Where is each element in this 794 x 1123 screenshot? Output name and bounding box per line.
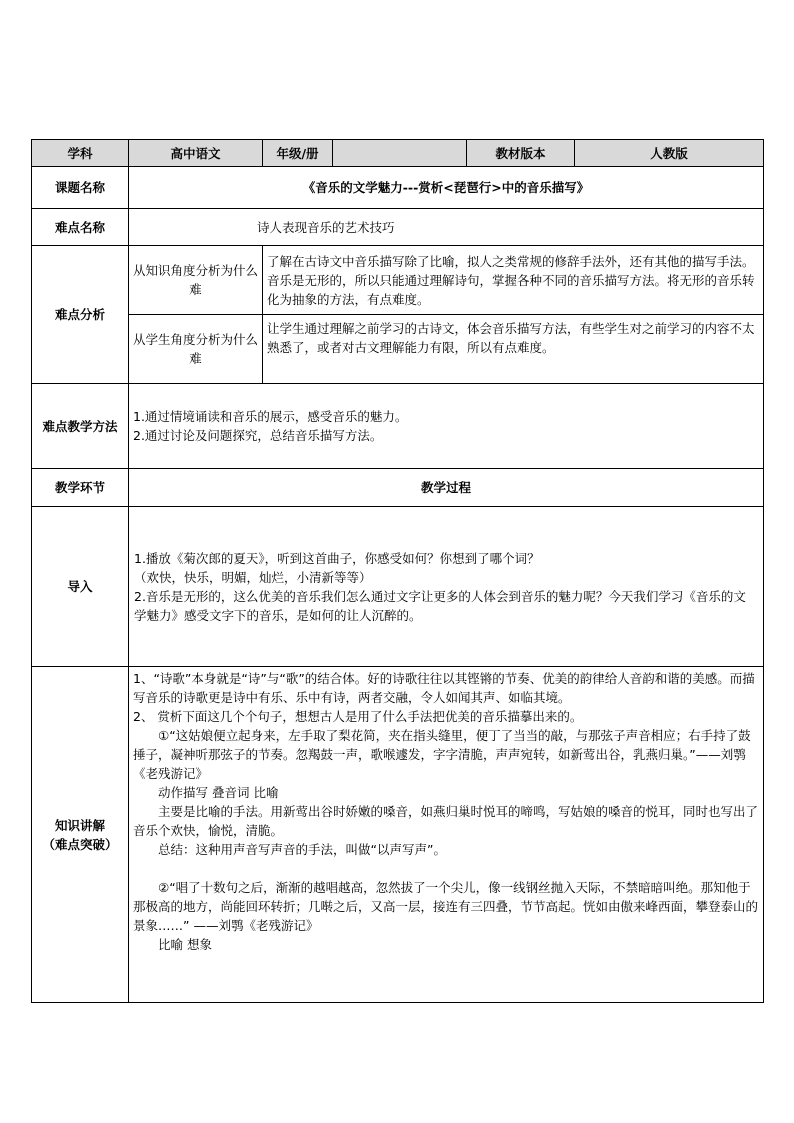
knowledge-label-main: 知识讲解 <box>54 817 105 833</box>
knowledge-content <box>129 667 764 1003</box>
topic-title: 《音乐的文学魅力---赏析<琵琶行>中的音乐描写》 <box>129 167 764 209</box>
knowledge-summary-1: 总结：这种用声音写声音的手法，叫做“以声写声”。 <box>158 842 446 857</box>
edition-label: 教材版本 <box>467 140 575 167</box>
analysis-label: 难点分析 <box>32 246 129 384</box>
method-row <box>32 384 764 469</box>
difficulty-value: 诗人表现音乐的艺术技巧 <box>129 209 764 246</box>
knowledge-label <box>32 667 129 1003</box>
method-text <box>129 384 764 469</box>
knowledge-angle-label: 从知识角度分析为什么难 <box>129 246 263 315</box>
edition-value: 人教版 <box>575 140 764 167</box>
analysis-row-student <box>32 315 764 384</box>
process-value: 教学过程 <box>129 469 764 507</box>
intro-row <box>32 507 764 667</box>
knowledge-para-1: 1、“诗歌”本身就是“诗”与“歌”的结合体。好的诗歌往往以其铿锵的节奏、优美的韵律给人音韵和谐的美感。而描写音乐的诗歌更是诗中有乐、乐中有诗，两者交融，令人如闻其声、如临其境。 <box>133 671 755 705</box>
knowledge-analysis-1: 主要是比喻的手法。用新莺出谷时娇嫩的嗓音，如燕归巢时悦耳的啼鸣，写姑娘的嗓音的悦耳，同时也写出了音乐个欢快，愉悦，清脆。 <box>133 804 759 838</box>
intro-line-3: 2.音乐是无形的，这么优美的音乐我们怎么通过文字让更多的人体会到音乐的魅力呢？今天我们学习《音乐的文学魅力》感受文字下的音乐，是如何的让人沉醉的。 <box>134 588 746 623</box>
knowledge-techniques-2: 比喻 想象 <box>158 937 212 952</box>
knowledge-techniques-1: 动作描写 叠音词 比喻 <box>158 785 279 800</box>
intro-text <box>129 507 764 667</box>
lesson-plan-table <box>31 139 764 1003</box>
process-row <box>32 469 764 507</box>
method-line-2: 2.通过讨论及问题探究，总结音乐描写方法。 <box>133 428 383 443</box>
knowledge-example-2: ②“唱了十数句之后，渐渐的越唱越高，忽然拔了一个尖儿，像一线钢丝抛入天际，不禁暗暗叫绝。那知他于那极高的地方，尚能回环转折；几啭之后，又高一层，接连有三四叠，节节高起。恍如由傲来峰西面，攀登泰山的景象……” ——刘鹗《老残游记》 <box>133 880 759 933</box>
difficulty-row <box>32 209 764 246</box>
knowledge-para-2: 2、 赏析下面这几个个句子，想想古人是用了什么手法把优美的音乐描摹出来的。 <box>133 709 583 724</box>
analysis-row-knowledge <box>32 246 764 315</box>
knowledge-example-1: ①“这姑娘便立起身来，左手取了梨花简，夹在指头缝里，便丁了当当的敲，与那弦子声音相应；右手持了鼓捶子，凝神听那弦子的节奏。忽羯鼓一声，歌喉遽发，字字清脆，声声宛转，如新莺出谷，乳燕归巢。”——刘鹗《老残游记》 <box>133 728 751 781</box>
intro-label: 导入 <box>32 507 129 667</box>
knowledge-label-sub: （难点突破） <box>42 836 118 852</box>
knowledge-blank-line <box>133 859 759 878</box>
process-label: 教学环节 <box>32 469 129 507</box>
grade-label: 年级/册 <box>263 140 333 167</box>
difficulty-label: 难点名称 <box>32 209 129 246</box>
student-angle-label: 从学生角度分析为什么难 <box>129 315 263 384</box>
intro-line-2: （欢快，快乐，明媚，灿烂，小清新等等） <box>134 569 372 585</box>
subject-label: 学科 <box>32 140 129 167</box>
grade-value <box>333 140 467 167</box>
student-angle-text: 让学生通过理解之前学习的古诗文，体会音乐描写方法，有些学生对之前学习的内容不太熟悉了，或者对古文理解能力有限，所以有点难度。 <box>263 315 764 384</box>
method-line-1: 1.通过情境诵读和音乐的展示，感受音乐的魅力。 <box>133 409 408 424</box>
method-label: 难点教学方法 <box>32 384 129 469</box>
topic-label: 课题名称 <box>32 167 129 209</box>
header-row <box>32 140 764 167</box>
knowledge-angle-text: 了解在古诗文中音乐描写除了比喻，拟人之类常规的修辞手法外，还有其他的描写手法。音乐是无形的，所以只能通过理解诗句，掌握各种不同的音乐描写方法。将无形的音乐转化为抽象的方法，有点难度。 <box>263 246 764 315</box>
subject-value: 高中语文 <box>129 140 263 167</box>
intro-line-1: 1.播放《菊次郎的夏天》，听到这首曲子，你感受如何？你想到了哪个词？ <box>134 550 540 566</box>
knowledge-row <box>32 667 764 1003</box>
topic-row <box>32 167 764 209</box>
